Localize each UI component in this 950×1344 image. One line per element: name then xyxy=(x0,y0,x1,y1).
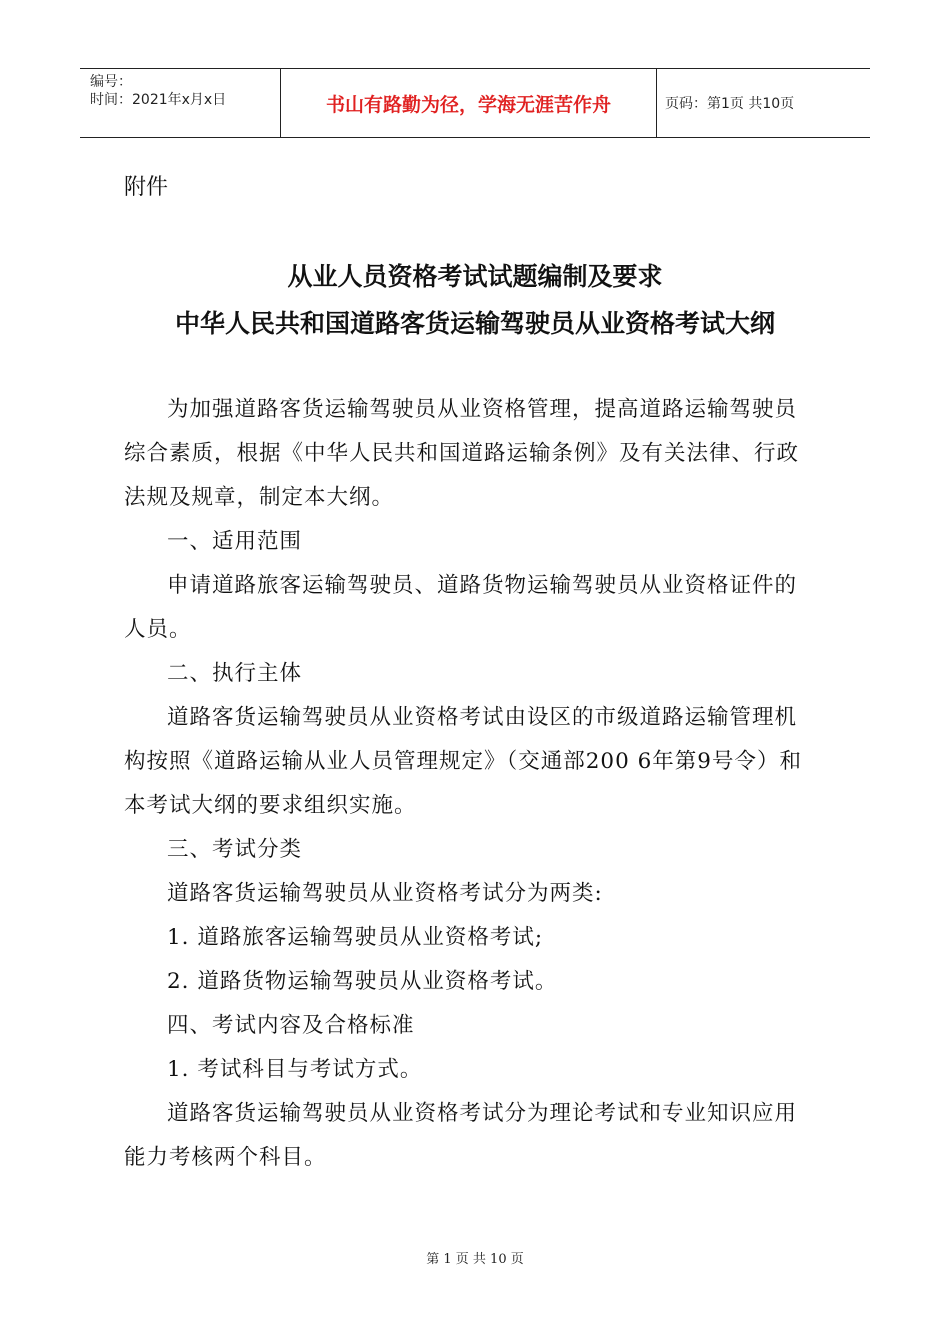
page-header xyxy=(80,68,870,138)
section-heading-scope: 一、适用范围 xyxy=(167,529,303,554)
attachment-label: 附件 xyxy=(124,175,169,200)
header-page-label: 页码：第1页 共10页 xyxy=(665,96,795,112)
document-title-line2: 中华人民共和国道路客货运输驾驶员从业资格考试大纲 xyxy=(174,309,775,338)
document-body xyxy=(124,388,814,1180)
header-meta xyxy=(80,69,281,137)
paragraph-intro: 为加强道路客货运输驾驶员从业资格管理，提高道路运输驾驶员综合素质，根据《中华人民共和国道路运输条例》及有关法律、行政法规及规章，制定本大纲。 xyxy=(124,397,800,510)
paragraph-classification: 道路客货运输驾驶员从业资格考试分为两类: xyxy=(167,881,603,906)
section-heading-classification: 三、考试分类 xyxy=(167,837,303,862)
section-heading-content: 四、考试内容及合格标准 xyxy=(167,1013,415,1038)
page-footer: 第 1 页 共 10 页 xyxy=(426,1252,524,1267)
section-heading-executor: 二、执行主体 xyxy=(167,661,303,686)
subsection-heading-subjects: 1. 考试科目与考试方式。 xyxy=(167,1057,423,1082)
document-time-label: 时间：2021年x月x日 xyxy=(90,92,227,108)
document-number-label: 编号： xyxy=(90,74,132,90)
paragraph-subjects: 道路客货运输驾驶员从业资格考试分为理论考试和专业知识应用能力考核两个科目。 xyxy=(124,1101,798,1170)
header-motto: 书山有路勤为径，学海无涯苦作舟 xyxy=(281,69,657,137)
paragraph-executor: 道路客货运输驾驶员从业资格考试由设区的市级道路运输管理机构按照《道路运输从业人员管理规定》（交通部200 6年第9号令）和本考试大纲的要求组织实施。 xyxy=(124,705,802,818)
document-title-line1: 从业人员资格考试试题编制及要求 xyxy=(287,262,663,291)
list-item-freight-exam: 2. 道路货物运输驾驶员从业资格考试。 xyxy=(167,969,558,994)
paragraph-scope: 申请道路旅客运输驾驶员、道路货物运输驾驶员从业资格证件的人员。 xyxy=(124,573,798,642)
list-item-passenger-exam: 1. 道路旅客运输驾驶员从业资格考试; xyxy=(167,925,544,950)
